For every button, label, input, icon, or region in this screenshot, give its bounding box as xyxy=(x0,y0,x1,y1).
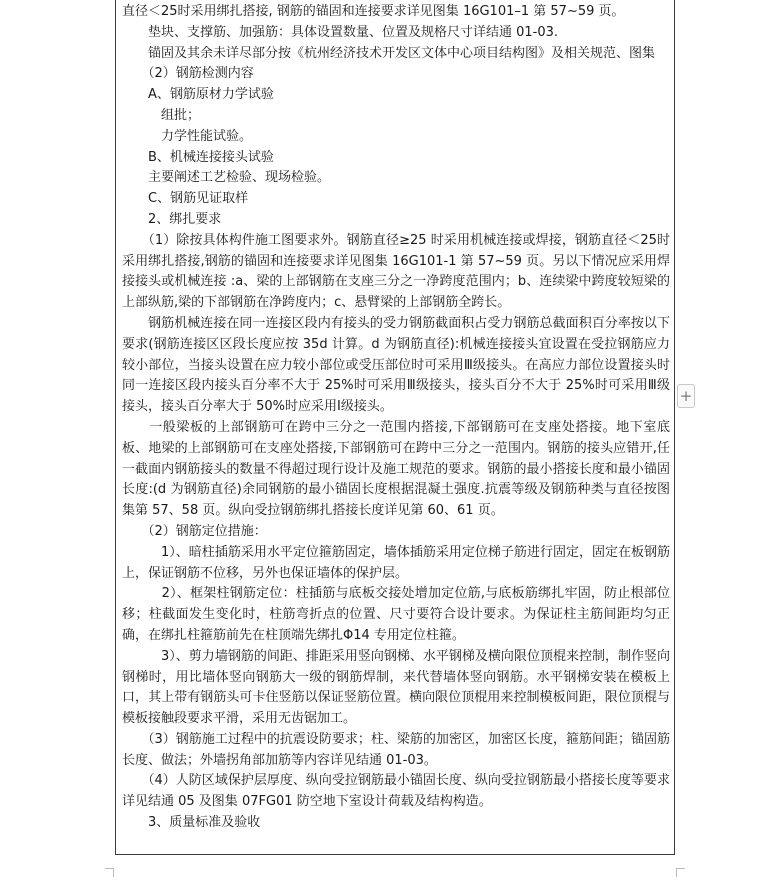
paragraph: （2）钢筋定位措施： xyxy=(122,523,267,539)
paragraph: 锚固及其余未详尽部分按《杭州经济技术开发区文体中心项目结构图》及相关规范、图集 xyxy=(122,45,656,61)
paragraph: 直径＜25时采用绑扎搭接, 钢筋的锚固和连接要求详见图集 16G101–1 第 57~59 页。 xyxy=(122,4,625,19)
paragraph: 力学性能试验。 xyxy=(122,128,253,144)
paragraph: （4）人防区域保护层厚度、纵向受拉钢筋最小锚固长度、纵向受拉钢筋最小搭接长度等要求详见结通 05 及图集 07FG01 防空地下室设计荷载及结构构造。 xyxy=(122,773,670,810)
paragraph: 3、质量标准及验收 xyxy=(122,815,261,831)
document-page xyxy=(115,0,675,855)
page-corner-mark-left xyxy=(105,868,114,877)
paragraph: B、机械连接接头试验 xyxy=(122,149,274,165)
document-body xyxy=(122,2,670,834)
paragraph: 组批； xyxy=(122,107,201,123)
paragraph: 一般梁板的上部钢筋可在跨中三分之一范围内搭接,下部钢筋可在支座处搭接。地下室底板、地梁的上部钢筋可在支座处搭接,下部钢筋可在跨中三分之一范围内。钢筋的接头应错开,任一截面内钢筋接头的数量不得超过现行设计及施工规范的要求。钢筋的最小搭接长度和最小锚固长度:(d 为钢筋直径)余同钢筋的最小锚固长度根据混凝土强度.抗震等级及钢筋种类与直径按图集第 57、58 页。纵向受拉钢筋绑扎搭接长度详见第 60、61 页。 xyxy=(122,419,670,519)
paragraph: （1）除按具体构件施工图要求外。钢筋直径≥25 时采用机械连接或焊接，钢筋直径＜25时采用绑扎搭接,钢筋的锚固和连接要求详见图集 16G101-1 第 57~59 页。另以下情况应采用焊接接头或机械连接 :a、梁的上部钢筋在支座三分之一净跨度范围内；b、连续梁中跨度较短梁的上部纵筋,梁的下部钢筋在净跨度内；c、悬臂梁的上部钢筋全跨长。 xyxy=(122,232,670,311)
page-corner-mark-right xyxy=(676,868,685,877)
paragraph: 3）、剪力墙钢筋的间距、排距采用竖向钢梯、水平钢梯及横向限位顶棍来控制，制作竖向钢梯时，用比墙体竖向钢筋大一级的钢筋焊制，来代替墙体竖向钢筋。水平钢梯安装在模板上口，其上带有钢筋头可卡住竖筋以保证竖筋位置。横向限位顶棍用来控制模板间距，限位顶棍与模板接触段要求平滑，采用无齿锯加工。 xyxy=(122,648,670,727)
paragraph: 主要阐述工艺检验、现场检验。 xyxy=(122,170,331,186)
add-row-button[interactable]: + xyxy=(677,384,695,408)
paragraph: 钢筋机械连接在同一连接区段内有接头的受力钢筋截面积占受力钢筋总截面积百分率按以下要求(钢筋连接区区段长度应按 35d 计算。d 为钢筋直径):机械连接接头宜设置在受拉钢筋应力较小部位，当接头设置在应力较小部位或受压部位时可采用Ⅲ级接头。在高应力部位设置接头时同一连接区段内接头百分率不大于 25%时可采用Ⅲ级接头，接头百分不大于 25%时可采用Ⅲ级接头，接头百分率大于 50%时应采用Ⅰ级接头。 xyxy=(122,315,670,415)
paragraph: 1）、暗柱插筋采用水平定位箍筋固定，墙体插筋采用定位梯子筋进行固定，固定在板钢筋上，保证钢筋不位移，另外也保证墙体的保护层。 xyxy=(122,544,670,581)
paragraph: （2）钢筋检测内容 xyxy=(122,66,254,82)
paragraph: C、钢筋见证取样 xyxy=(122,191,249,207)
paragraph: （3）钢筋施工过程中的抗震设防要求；柱、梁筋的加密区，加密区长度，箍筋间距；锚固筋长度、做法；外墙拐角部加筋等内容详见结通 01-03。 xyxy=(122,731,670,768)
paragraph: 2）、框架柱钢筋定位：柱插筋与底板交接处增加定位筋,与底板筋绑扎牢固，防止根部位移；柱截面发生变化时，柱筋弯折点的位置、尺寸要符合设计要求。为保证柱主筋间距均匀正确，在绑扎柱箍筋前先在柱顶端先绑扎Φ14 专用定位柱箍。 xyxy=(122,586,670,643)
paragraph: A、钢筋原材力学试验 xyxy=(122,87,274,103)
paragraph: 垫块、支撑筋、加强筋：具体设置数量、位置及规格尺寸详结通 01-03. xyxy=(122,24,559,40)
paragraph: 2、绑扎要求 xyxy=(122,211,222,227)
